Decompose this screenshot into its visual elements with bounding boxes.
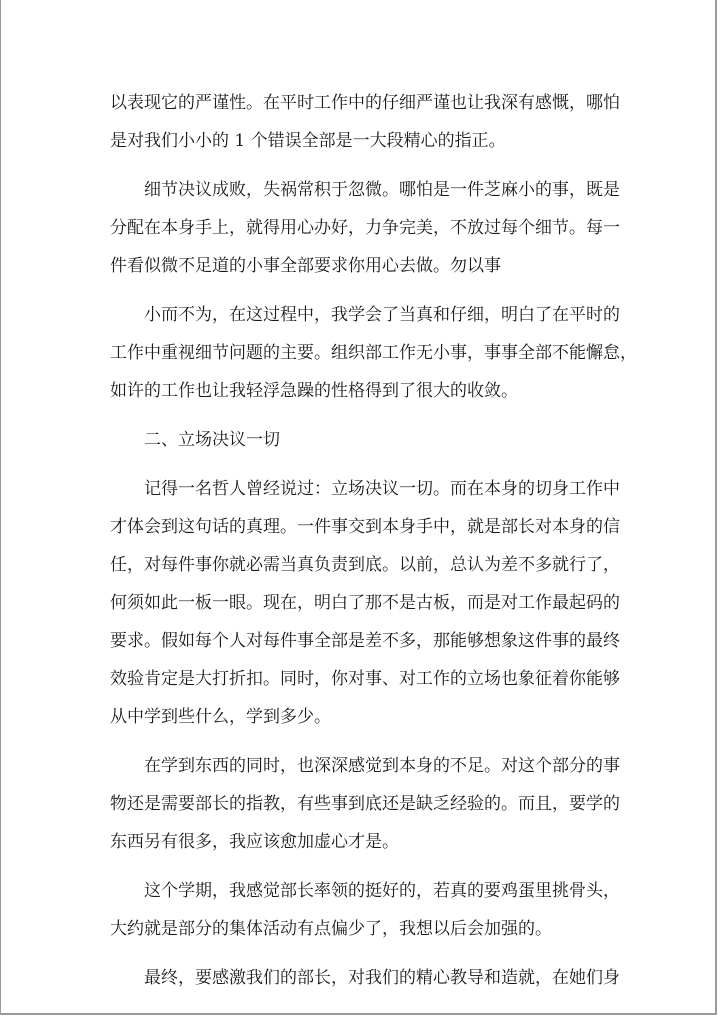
text-line: 件看似微不足道的小事全部要求你用心去做。勿以事 <box>110 256 501 276</box>
text-line: 在学到东西的同时，也深深感觉到本身的不足。对这个部分的事 <box>144 756 620 776</box>
text-line: 大约就是部分的集体活动有点偏少了，我想以后会加强的。 <box>110 919 552 939</box>
text-line: 分配在本身手上，就得用心办好，力争完美，不放过每个细节。每一 <box>110 218 620 238</box>
text-line: 何须如此一板一眼。现在，明白了那不是古板，而是对工作最起码的 <box>110 593 620 613</box>
text-line: 细节决议成败，失祸常积于忽微。哪怕是一件芝麻小的事，既是 <box>144 180 620 200</box>
text-line: 物还是需要部长的指教，有些事到底还是缺乏经验的。而且，要学的 <box>110 794 620 814</box>
text-line: 从中学到些什么，学到多少。 <box>110 707 331 727</box>
text-line: 才体会到这句话的真理。一件事交到本身手中，就是部长对本身的信 <box>110 517 620 537</box>
text-line: 效验肯定是大打折扣。同时，你对事、对工作的立场也象征着你能够 <box>110 669 620 689</box>
text-line: 小而不为，在这过程中，我学会了当真和仔细，明白了在平时的 <box>144 305 620 325</box>
text-line: 东西另有很多，我应该愈加虚心才是。 <box>110 832 399 852</box>
text-line: 任，对每件事你就必需当真负责到底。以前，总认为差不多就行了， <box>110 555 620 575</box>
text-line: 要求。假如每个人对每件事全部是差不多，那能够想象这件事的最终 <box>110 631 620 651</box>
text-line: 记得一名哲人曾经说过：立场决议一切。而在本身的切身工作中 <box>144 479 620 499</box>
text-line: 以表现它的严谨性。在平时工作中的仔细严谨也让我深有感慨，哪怕 <box>110 93 620 113</box>
text-line: 如许的工作也让我轻浮急躁的性格得到了很大的收敛。 <box>110 381 518 401</box>
text-line: 二、立场决议一切 <box>144 430 280 450</box>
text-line: 最终，要感激我们的部长，对我们的精心教导和造就，在她们身 <box>144 968 620 988</box>
text-line: 这个学期，我感觉部长率领的挺好的，若真的要鸡蛋里挑骨头， <box>144 881 620 901</box>
text-line: 是对我们小小的 1 个错误全部是一大段精心的指正。 <box>110 131 506 151</box>
document-body <box>110 84 637 997</box>
text-line: 工作中重视细节问题的主要。组织部工作无小事，事事全部不能懈怠， <box>110 343 637 363</box>
